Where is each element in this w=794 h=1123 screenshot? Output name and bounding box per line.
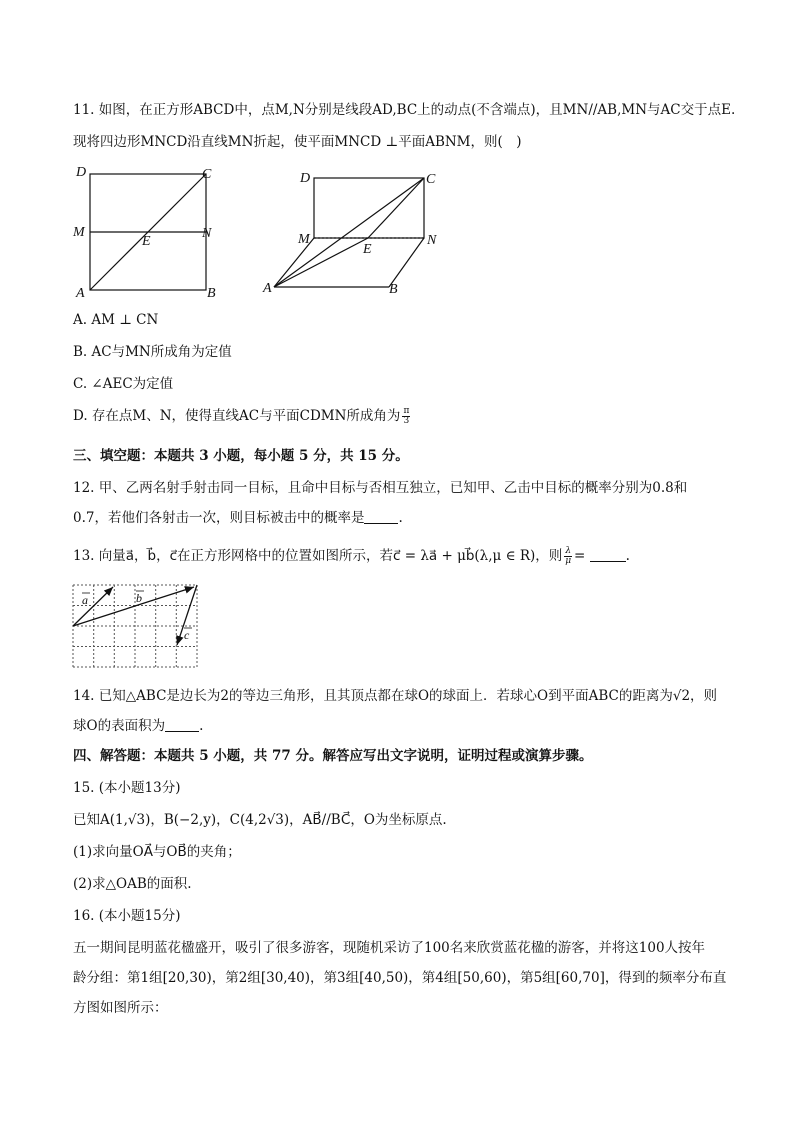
q13-equals: = xyxy=(574,548,586,564)
fig1-label-N: N xyxy=(202,226,212,241)
grid-label-b: b xyxy=(136,591,142,605)
q13-text: 13. 向量a⃗，b⃗，c⃗在正方形网格中的位置如图所示，若c⃗ = λa⃗ + μb⃗(λ,μ ∈ R)，则 xyxy=(73,548,563,564)
q15-part1: (1)求向量OA⃗与OB⃗的夹角； xyxy=(73,844,241,860)
q13-line xyxy=(73,546,630,566)
q13-frac-num: λ xyxy=(565,546,572,556)
q13-frac-den: μ xyxy=(565,556,572,566)
q12-line2 xyxy=(73,508,403,528)
q13-answer-blank xyxy=(590,547,626,562)
q14-answer-blank xyxy=(165,717,199,732)
q12-line2-end: . xyxy=(398,510,403,526)
fig1-label-E: E xyxy=(142,234,151,249)
q11-figure-square xyxy=(70,160,230,300)
fig1-label-B: B xyxy=(207,286,216,300)
q11-option-d-den: 3 xyxy=(403,416,410,426)
q11-line1: 11. 如图，在正方形ABCD中，点M,N分别是线段AD,BC上的动点(不含端点)，且MN//AB,MN与AC交于点E. xyxy=(73,102,736,118)
q12-answer-blank xyxy=(364,509,398,524)
q15-part2: (2)求△OAB的面积. xyxy=(73,876,192,892)
q12-line1: 12. 甲、乙两名射手射击同一目标，且命中目标与否相互独立，已知甲、乙击中目标的概率分别为0.8和 xyxy=(73,480,688,496)
grid-label-a: a xyxy=(82,593,88,607)
q14-line2 xyxy=(73,716,203,736)
q11-option-d-fraction xyxy=(402,407,410,426)
q14-line2-text: 球O的表面积为 xyxy=(73,718,166,734)
q16-line1: 五一期间昆明蓝花楹盛开，吸引了很多游客，现随机采访了100名来欣赏蓝花楹的游客，并将这100人按年 xyxy=(73,940,706,956)
q13-end: . xyxy=(625,548,630,564)
fig2-label-E: E xyxy=(363,242,372,257)
q16-line3: 方图如图所示： xyxy=(73,1000,168,1016)
section4-heading: 四、解答题：本题共 5 小题，共 77 分。解答应写出文字说明，证明过程或演算步骤。 xyxy=(73,748,593,764)
fig2-label-A: A xyxy=(263,281,272,296)
q14-line2-end: . xyxy=(199,718,204,734)
q15-given: 已知A(1,√3)，B(−2,y)，C(4,2√3)，AB⃗//BC⃗，O为坐标原点. xyxy=(73,812,447,828)
q11-option-b: B. AC与MN所成角为定值 xyxy=(73,344,232,360)
q11-figure-folded xyxy=(262,165,452,300)
q13-grid-figure xyxy=(70,582,202,670)
fig2-label-N: N xyxy=(427,233,437,248)
q11-option-d-text: D. 存在点M、N，使得直线AC与平面CDMN所成角为 xyxy=(73,408,401,424)
fig1-label-C: C xyxy=(202,167,212,182)
q11-option-c: C. ∠AEC为定值 xyxy=(73,376,174,392)
fig2-label-D: D xyxy=(300,171,311,186)
q14-line1: 14. 已知△ABC是边长为2的等边三角形，且其顶点都在球O的球面上．若球心O到平面ABC的距离为√2，则 xyxy=(73,688,718,704)
q11-option-d xyxy=(73,406,410,426)
q11-option-d-num: π xyxy=(403,406,410,416)
q16-heading: 16. (本小题15分) xyxy=(73,908,181,924)
fig2-label-B: B xyxy=(389,282,398,297)
q11-option-a: A. AM ⊥ CN xyxy=(73,312,159,328)
fig2-label-C: C xyxy=(426,172,436,187)
fig2-label-M: M xyxy=(298,232,310,247)
grid-label-c: c xyxy=(184,628,190,642)
q13-fraction xyxy=(564,547,572,566)
fig1-label-M: M xyxy=(73,225,85,240)
fig1-label-A: A xyxy=(76,286,85,300)
q12-line2-text: 0.7，若他们各射击一次，则目标被击中的概率是 xyxy=(73,510,365,526)
section3-heading: 三、填空题：本题共 3 小题，每小题 5 分，共 15 分。 xyxy=(73,448,409,464)
q16-line2: 龄分组：第1组[20,30)，第2组[30,40)，第3组[40,50)，第4组[50,60)，第5组[60,70]，得到的频率分布直 xyxy=(73,970,727,986)
fig1-label-D: D xyxy=(76,165,87,180)
q11-line2: 现将四边形MNCD沿直线MN折起，使平面MNCD ⊥平面ABNM，则( ) xyxy=(73,134,522,150)
q15-heading: 15. (本小题13分) xyxy=(73,780,181,796)
